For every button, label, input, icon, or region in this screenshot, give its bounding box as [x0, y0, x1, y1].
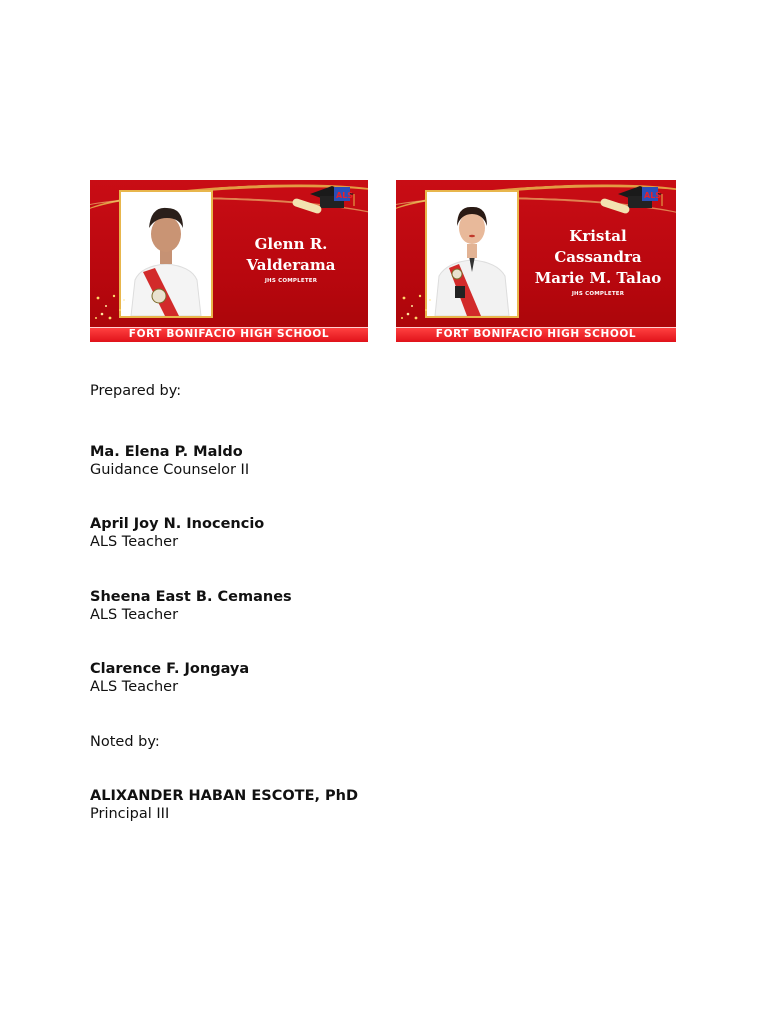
- completer-subtitle: JHS COMPLETER: [264, 278, 318, 284]
- graduation-cap-diploma-icon: [288, 182, 358, 218]
- als-logo: ALS: [644, 191, 662, 200]
- gold-sparkles-decoration: [398, 288, 438, 324]
- signatory-title: Guidance Counselor II: [90, 462, 250, 478]
- name-line: Glenn R.: [254, 235, 328, 253]
- student-photo: [119, 190, 213, 318]
- signatory-name: Clarence F. Jongaya: [90, 661, 250, 677]
- prepared-by-label: Prepared by:: [90, 383, 182, 399]
- name-line: Marie M. Talao: [534, 269, 662, 287]
- completer-subtitle: JHS COMPLETER: [571, 291, 625, 297]
- completer-card-kristal: [396, 180, 676, 342]
- principal-title: Principal III: [90, 806, 170, 822]
- completer-card-glenn: [90, 180, 368, 342]
- signatory-name: April Joy N. Inocencio: [90, 516, 265, 532]
- student-photo: [425, 190, 519, 318]
- gold-sparkles-decoration: [92, 288, 132, 324]
- signatory-name: Sheena East B. Cemanes: [90, 589, 292, 605]
- graduation-cap-diploma-icon: [596, 182, 666, 218]
- name-line: Cassandra: [554, 248, 642, 266]
- name-line: Valderama: [246, 256, 336, 274]
- signatory-title: ALS Teacher: [90, 607, 179, 623]
- signatory-title: ALS Teacher: [90, 679, 179, 695]
- certificate-cards: [90, 180, 680, 342]
- school-banner: FORT BONIFACIO HIGH SCHOOL: [90, 327, 368, 342]
- completer-name: [220, 234, 362, 286]
- als-logo: ALS: [336, 191, 354, 200]
- principal-name: ALIXANDER HABAN ESCOTE, PhD: [90, 788, 359, 804]
- completer-name: [526, 226, 670, 299]
- name-line: Kristal: [569, 227, 627, 245]
- signatory-title: ALS Teacher: [90, 534, 179, 550]
- noted-by-label: Noted by:: [90, 734, 160, 750]
- signatory-name: Ma. Elena P. Maldo: [90, 444, 243, 460]
- school-banner: FORT BONIFACIO HIGH SCHOOL: [396, 327, 676, 342]
